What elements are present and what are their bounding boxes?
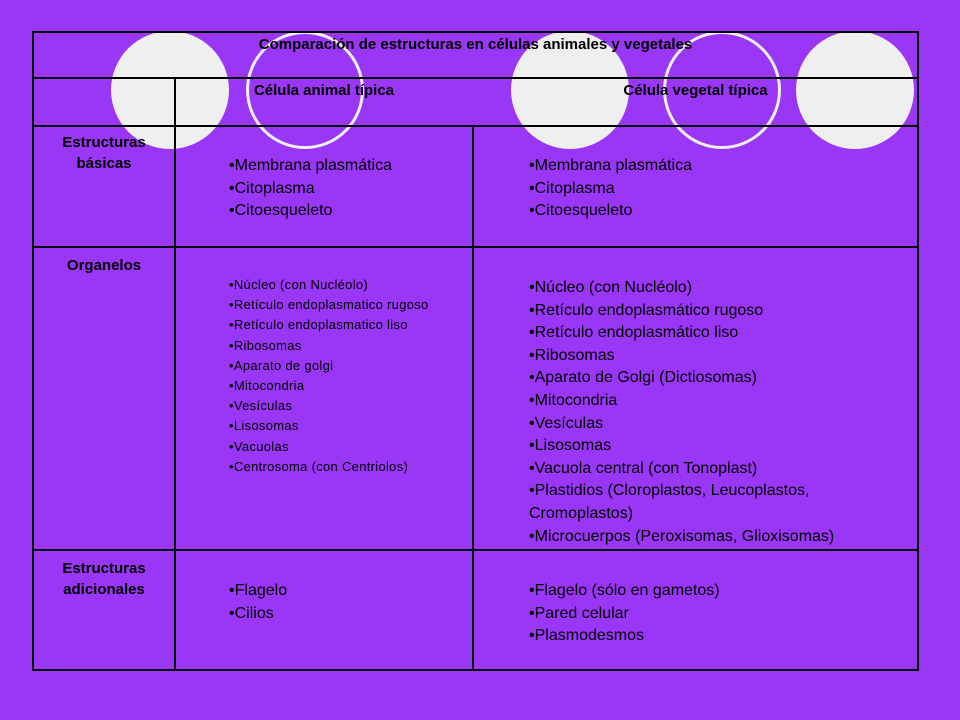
column-divider [472, 125, 474, 671]
list-item: • Aparato de golgi [229, 356, 466, 376]
list-item: • Lisosomas [229, 416, 466, 436]
list-item: • Aparato de Golgi (Dictiosomas) [529, 367, 914, 390]
list-item: • Cilios [229, 603, 464, 626]
list-item: • Citoplasma [529, 178, 909, 201]
list-item: • Flagelo (sólo en gametos) [529, 580, 909, 603]
list-item: • Plasmodesmos [529, 625, 909, 648]
list-item: • Retículo endoplasmatico rugoso [229, 295, 466, 315]
list-item: • Vacuola central (con Tonoplast) [529, 458, 914, 481]
list-item: • Microcuerpos (Peroxisomas, Glioxisomas) [529, 526, 914, 549]
list-item: • Ribosomas [529, 345, 914, 368]
list-item: • Flagelo [229, 580, 464, 603]
list-item: • Plastidios (Cloroplastos, Leucoplastos, Cromoplastos) [529, 480, 914, 525]
row-divider [32, 125, 919, 127]
column-header-vegetal: Célula vegetal típica [623, 82, 768, 99]
row-label-organelos: Organelos [66, 257, 142, 274]
row-label-adicionales: Estructuras adicionales [62, 560, 146, 598]
list-item: • Membrana plasmática [229, 155, 464, 178]
list-item: • Pared celular [529, 603, 909, 626]
column-divider [174, 77, 176, 671]
list-item: • Centrosoma (con Centriolos) [229, 457, 466, 477]
adicionales-vegetal-list [529, 580, 909, 648]
list-item: • Citoplasma [229, 178, 464, 201]
list-item: • Núcleo (con Nucléolo) [529, 277, 914, 300]
list-item: • Núcleo (con Nucléolo) [229, 275, 466, 295]
organelos-animal-list [229, 275, 466, 477]
basicas-animal-list [229, 155, 464, 223]
list-item: • Vesículas [529, 413, 914, 436]
basicas-vegetal-list [529, 155, 909, 223]
row-divider [32, 77, 919, 79]
table-title: Comparación de estructuras en células animales y vegetales [258, 36, 693, 53]
list-item: • Ribosomas [229, 336, 466, 356]
list-item: • Retículo endoplasmático rugoso [529, 300, 914, 323]
list-item: • Vacuolas [229, 437, 466, 457]
list-item: • Mitocondria [529, 390, 914, 413]
adicionales-animal-list [229, 580, 464, 625]
list-item: • Membrana plasmática [529, 155, 909, 178]
list-item: • Retículo endoplasmático liso [529, 322, 914, 345]
row-divider [32, 549, 919, 551]
column-header-animal: Célula animal típica [253, 82, 395, 99]
list-item: • Citoesqueleto [529, 200, 909, 223]
list-item: • Vesículas [229, 396, 466, 416]
list-item: • Retículo endoplasmatico liso [229, 315, 466, 335]
row-label-basicas: Estructuras básicas [62, 134, 146, 172]
organelos-vegetal-list [529, 277, 914, 548]
list-item: • Citoesqueleto [229, 200, 464, 223]
list-item: • Mitocondria [229, 376, 466, 396]
list-item: • Lisosomas [529, 435, 914, 458]
row-divider [32, 246, 919, 248]
